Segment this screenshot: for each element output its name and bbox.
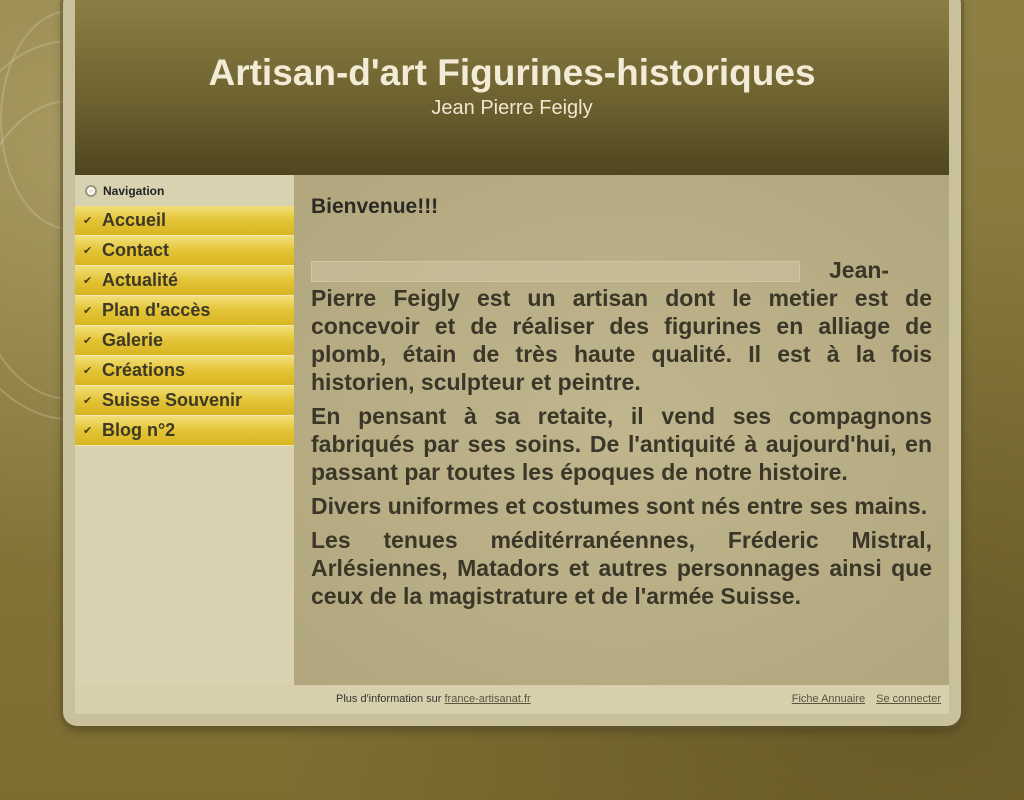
sidebar-item-label: Accueil — [102, 210, 167, 230]
sidebar — [75, 175, 294, 685]
checkmark-icon: ✔ — [83, 365, 93, 377]
sidebar-item-suisse-souvenir[interactable] — [75, 386, 294, 416]
page — [75, 0, 949, 714]
sidebar-item-label: Suisse Souvenir — [102, 390, 243, 410]
sidebar-item-accueil[interactable] — [75, 206, 294, 236]
sidebar-item-creations[interactable] — [75, 356, 294, 386]
login-link[interactable]: Se connecter — [876, 693, 941, 705]
sidebar-item-plan-acces[interactable] — [75, 296, 294, 326]
content-paragraph: Jean-Pierre Feigly est un artisan dont le metier est de concevoir et de réaliser des figurines en alliage de plomb, étain de très haute qualité. Il est à la fois historien, sculpteur et peintre. — [311, 257, 932, 395]
main-content — [294, 175, 949, 685]
footer-info — [336, 693, 531, 705]
sidebar-item-label: Blog n°2 — [102, 420, 176, 440]
site-title: Artisan-d'art Figurines-historiques — [208, 52, 816, 93]
site-header — [75, 0, 949, 175]
checkmark-icon: ✔ — [83, 245, 93, 257]
checkmark-icon: ✔ — [83, 215, 93, 227]
page-title: Bienvenue!!! — [311, 195, 439, 218]
site-subtitle: Jean Pierre Feigly — [431, 97, 593, 119]
sidebar-item-blog-2[interactable] — [75, 416, 294, 446]
footer-links — [784, 693, 941, 705]
content-paragraph: Divers uniformes et costumes sont nés entre ses mains. — [311, 493, 928, 519]
france-artisanat-link[interactable]: france-artisanat.fr — [444, 693, 531, 705]
checkmark-icon: ✔ — [83, 395, 93, 407]
footer — [294, 685, 949, 714]
sidebar-item-label: Créations — [102, 360, 186, 380]
checkmark-icon: ✔ — [83, 335, 93, 347]
navigation-heading-label: Navigation — [103, 183, 165, 198]
content-paragraph: En pensant à sa retaite, il vend ses compagnons fabriqués par ses soins. De l'antiquité à aujourd'hui, en passant par toutes les époques de notre histoire. — [311, 403, 932, 485]
radio-bullet-icon — [85, 185, 97, 197]
sidebar-item-contact[interactable] — [75, 236, 294, 266]
content-paragraph: Les tenues méditérranéennes, Fréderic Mistral, Arlésiennes, Matadors et autres personnages ainsi que ceux de la magistrature et de l'armée Suisse. — [311, 527, 932, 609]
sidebar-item-label: Galerie — [102, 330, 164, 350]
sidebar-item-actualite[interactable] — [75, 266, 294, 296]
fiche-annuaire-link[interactable]: Fiche Annuaire — [791, 693, 866, 705]
sidebar-item-galerie[interactable] — [75, 326, 294, 356]
checkmark-icon: ✔ — [83, 305, 93, 317]
navigation-heading — [75, 175, 294, 206]
sidebar-item-label: Actualité — [102, 270, 179, 290]
checkmark-icon: ✔ — [83, 425, 93, 437]
sidebar-item-label: Plan d'accès — [102, 300, 211, 320]
footer-info-text: Plus d'information sur — [336, 693, 445, 705]
checkmark-icon: ✔ — [83, 275, 93, 287]
sidebar-item-label: Contact — [102, 240, 169, 260]
embedded-media-placeholder — [311, 261, 800, 282]
